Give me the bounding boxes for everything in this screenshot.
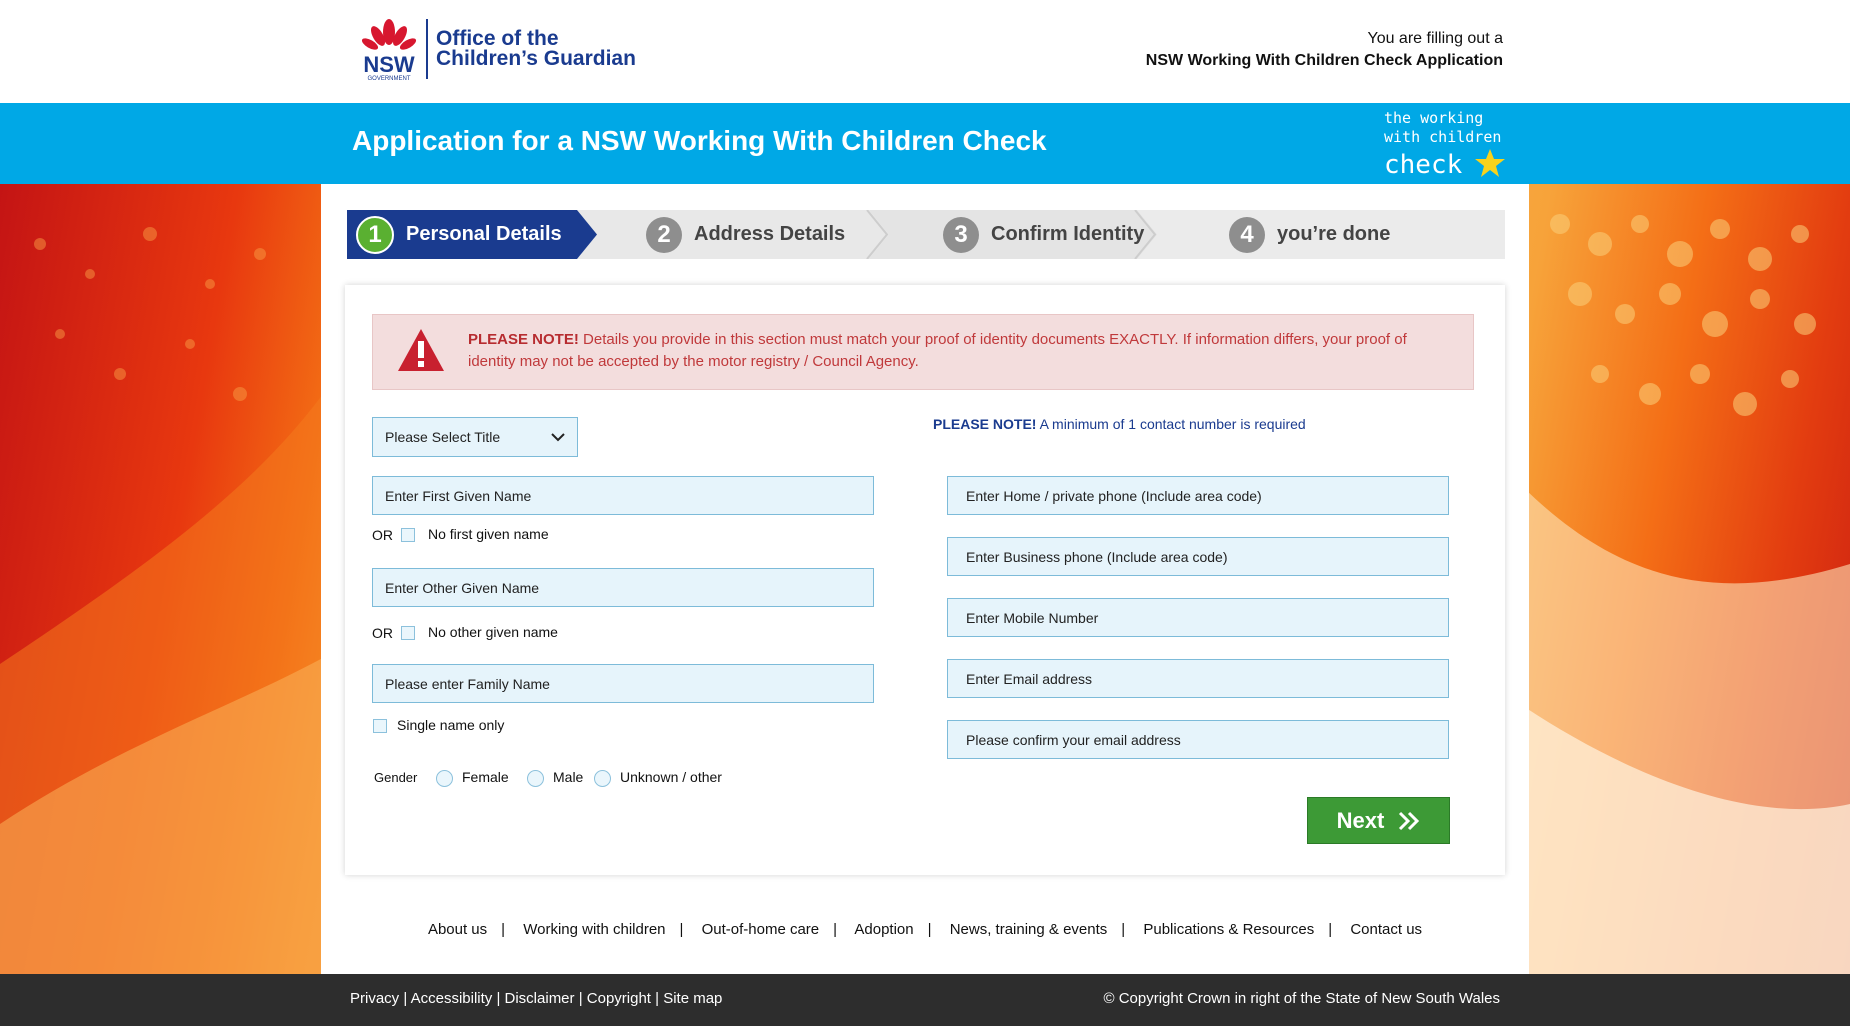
- copyright-link[interactable]: Copyright: [586, 990, 651, 1007]
- no-first-name-label: No first given name: [428, 526, 549, 542]
- star-icon: [1474, 147, 1506, 179]
- progress-steps: [347, 210, 1505, 259]
- no-other-name-label: No other given name: [428, 624, 558, 640]
- home-phone-input[interactable]: [947, 476, 1449, 515]
- step-4-number: 4: [1229, 217, 1265, 253]
- contact-notice: PLEASE NOTE! A minimum of 1 contact number is required: [933, 416, 1306, 432]
- legal-links: Privacy | Accessibility | Disclaimer | Copyright | Site map: [350, 990, 723, 1007]
- step-done[interactable]: [1229, 210, 1390, 259]
- footer-nav: About us | Working with children | Out-of-home care | Adoption | News, training & events | Publications & Resources | Contact us: [427, 921, 1423, 938]
- application-context: [1146, 28, 1503, 72]
- gender-female-label: Female: [462, 769, 509, 785]
- filling-line1: You are filling out a: [1367, 30, 1503, 47]
- title-select[interactable]: Please Select Title: [372, 417, 578, 457]
- gender-male-label: Male: [553, 769, 584, 785]
- step-2-label: Address Details: [694, 223, 846, 245]
- single-name-checkbox[interactable]: [373, 719, 387, 733]
- site-header: [0, 0, 1850, 103]
- gender-label: Gender: [374, 770, 418, 785]
- warning-icon: [397, 327, 445, 373]
- business-phone-input[interactable]: [947, 537, 1449, 576]
- or-label-2: OR: [372, 625, 393, 641]
- accessibility-link[interactable]: Accessibility: [410, 990, 493, 1007]
- step-4-label: you’re done: [1277, 223, 1391, 245]
- step-personal-details[interactable]: [356, 210, 562, 259]
- email-confirm-input[interactable]: [947, 720, 1449, 759]
- footer-link-out-of-home-care[interactable]: Out-of-home care: [701, 921, 820, 938]
- waratah-icon: [360, 16, 418, 82]
- logo-divider: [426, 19, 428, 79]
- double-chevron-right-icon: [1398, 811, 1420, 831]
- step-3-label: Confirm Identity: [991, 223, 1145, 245]
- notice-text: PLEASE NOTE! Details you provide in this section must match your proof of identity documents EXACTLY. If information differs, your proof of identity may not be accepted by the motor registry / Council Agency.: [468, 331, 1407, 370]
- step-1-label: Personal Details: [406, 223, 562, 245]
- privacy-link[interactable]: Privacy: [350, 990, 400, 1007]
- svg-text:GOVERNMENT: GOVERNMENT: [367, 76, 411, 82]
- no-other-name-checkbox[interactable]: [401, 626, 415, 640]
- wwcc-logo: the working with children check: [1384, 109, 1506, 179]
- footer-link-news[interactable]: News, training & events: [949, 921, 1108, 938]
- org-name: Office of the Children’s Guardian: [436, 27, 636, 70]
- chevron-down-icon: [551, 432, 565, 442]
- step-address-details[interactable]: [646, 210, 845, 259]
- step-3-number: 3: [943, 217, 979, 253]
- step-1-number: 1: [356, 216, 394, 254]
- step-2-number: 2: [646, 217, 682, 253]
- other-given-name-input[interactable]: [372, 568, 874, 607]
- copyright-text: © Copyright Crown in right of the State of New South Wales: [1103, 990, 1500, 1007]
- or-label: OR: [372, 527, 393, 543]
- gender-unknown-radio[interactable]: [594, 770, 611, 787]
- footer-link-working-with-children[interactable]: Working with children: [523, 921, 666, 938]
- footer-link-adoption[interactable]: Adoption: [854, 921, 914, 938]
- main-content: [321, 184, 1529, 974]
- sitemap-link[interactable]: Site map: [663, 990, 723, 1007]
- mobile-input[interactable]: [947, 598, 1449, 637]
- disclaimer-link[interactable]: Disclaimer: [504, 990, 575, 1007]
- email-input[interactable]: [947, 659, 1449, 698]
- family-name-input[interactable]: [372, 664, 874, 703]
- nsw-ocg-logo[interactable]: [360, 16, 636, 82]
- first-given-name-input[interactable]: [372, 476, 874, 515]
- identity-notice: [372, 314, 1474, 390]
- page-title: Application for a NSW Working With Children Check: [352, 125, 1047, 156]
- personal-details-form: [345, 285, 1505, 875]
- single-name-label: Single name only: [397, 717, 505, 733]
- next-button[interactable]: Next: [1307, 797, 1450, 844]
- step-confirm-identity[interactable]: [943, 210, 1144, 259]
- svg-text:NSW: NSW: [363, 52, 415, 77]
- footer-link-about[interactable]: About us: [427, 921, 488, 938]
- footer-link-contact[interactable]: Contact us: [1350, 921, 1423, 938]
- filling-line2: NSW Working With Children Check Application: [1145, 52, 1503, 69]
- footer-link-publications[interactable]: Publications & Resources: [1143, 921, 1315, 938]
- site-footer: [0, 974, 1850, 1026]
- title-banner: [0, 103, 1850, 184]
- gender-female-radio[interactable]: [436, 770, 453, 787]
- gender-male-radio[interactable]: [527, 770, 544, 787]
- no-first-name-checkbox[interactable]: [401, 528, 415, 542]
- gender-unknown-label: Unknown / other: [620, 769, 722, 785]
